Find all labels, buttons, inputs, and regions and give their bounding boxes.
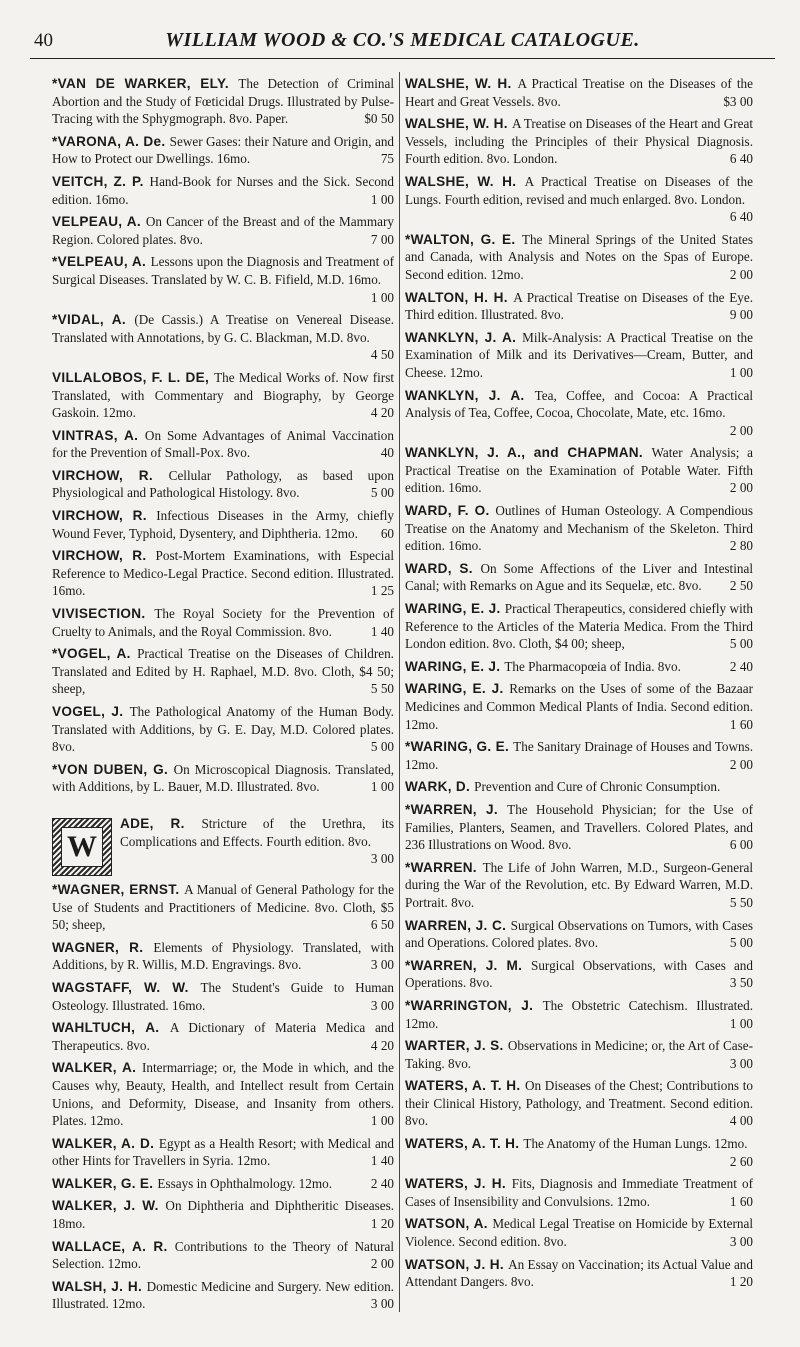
entry-price: 2 00	[729, 422, 753, 438]
right-column	[405, 75, 753, 1296]
entry-author: WALSHE, W. H.	[405, 116, 512, 132]
catalogue-entry	[405, 173, 753, 226]
entry-price: 3 00	[370, 997, 394, 1013]
entry-title: An Essay on Vaccination; its Actual Value and Attendant Dangers. 8vo.	[405, 1256, 753, 1290]
entry-title: On Some Advantages of Animal Vaccination for the Prevention of Small-Pox. 8vo.	[52, 427, 394, 461]
entry-title: Surgical Observations on Tumors, with Cases and Operations. Colored plates. 8vo.	[405, 917, 753, 951]
catalogue-entry	[52, 1059, 394, 1129]
entry-title: Practical Therapeutics, considered chiefly with Reference to the Articles of the Materia Medica. From the Third London edition. 8vo. Cloth, $4 00; sheep,	[405, 601, 753, 652]
entry-price: 2 80	[729, 538, 753, 554]
catalogue-entry	[405, 859, 753, 912]
catalogue-entry	[405, 1256, 753, 1291]
catalogue-entry	[405, 1135, 753, 1170]
entry-title: Remarks on the Uses of some of the Bazaar Medicines and Common Medical Plants of India. Second edition. 12mo.	[405, 681, 753, 732]
entry-title: On Diphtheria and Diphtheritic Diseases. 18mo.	[52, 1198, 395, 1232]
entry-price: 2 00	[370, 1256, 394, 1272]
entry-author: WAHLTUCH, A.	[52, 1020, 170, 1036]
entry-price: 3 00	[729, 1234, 753, 1250]
entry-price: 40	[380, 445, 394, 461]
catalogue-entry	[405, 115, 753, 168]
entry-price: 1 60	[729, 1193, 753, 1209]
entry-price: 6 40	[729, 151, 753, 167]
entry-title: Sewer Gases: their Nature and Origin, and How to Protect our Dwellings. 16mo.	[52, 133, 395, 167]
catalogue-entry	[405, 1215, 753, 1250]
entry-price: 3 50	[729, 975, 753, 991]
catalogue-entry	[405, 957, 753, 992]
entry-author: *WARREN.	[405, 859, 483, 875]
entry-price: 1 60	[729, 716, 753, 732]
catalogue-entry	[52, 815, 394, 876]
catalogue-entry	[52, 427, 394, 462]
entry-price: 1 00	[370, 289, 394, 305]
entry-title: Infectious Diseases in the Army, chiefly Wound Fever, Typhoid, Dysentery, and Diphtheria. 12mo.	[52, 508, 394, 541]
entry-price: 4 20	[370, 1037, 394, 1053]
entry-author: WALKER, J. W.	[52, 1198, 166, 1214]
entry-author: WARREN, J. C.	[405, 917, 511, 933]
entry-price: 2 00	[729, 266, 753, 282]
catalogue-entry	[405, 1077, 753, 1130]
entry-author: WARING, E. J.	[405, 658, 505, 674]
entry-author: *VOGEL, A.	[52, 646, 138, 662]
entry-author: WALKER, A. D.	[52, 1135, 159, 1151]
catalogue-entry	[405, 387, 753, 440]
catalogue-entry	[52, 253, 394, 306]
entry-title: Lessons upon the Diagnosis and Treatment of Surgical Diseases. Translated by W. C. B. Fifield, M.D. 16mo.	[52, 254, 394, 287]
entry-author: *WALTON, G. E.	[405, 231, 522, 247]
entry-author: WATERS, A. T. H.	[405, 1136, 524, 1152]
catalogue-entry	[405, 560, 753, 595]
entry-title: A Dictionary of Materia Medica and Therapeutics. 8vo.	[52, 1020, 394, 1053]
entry-price: 5 50	[370, 681, 394, 697]
entry-price: 2 60	[729, 1153, 753, 1169]
catalogue-entry	[52, 939, 394, 974]
entry-price: 1 40	[370, 1153, 394, 1169]
catalogue-entry	[405, 289, 753, 324]
entry-author: WALLACE, A. R.	[52, 1238, 175, 1254]
entry-author: VIRCHOW, R.	[52, 467, 169, 483]
entry-author: WALSH, J. H.	[52, 1278, 147, 1294]
entry-price: 9 00	[729, 307, 753, 323]
entry-title: A Practical Treatise on Diseases of the Lungs. Fourth edition, revised and much enlarged. 8vo. London.	[405, 173, 753, 207]
catalogue-entry	[405, 329, 753, 382]
entry-title: Cellular Pathology, as based upon Physiological and Pathological Histology. 8vo.	[52, 467, 394, 501]
entry-author: *VAN DE WARKER, ELY.	[52, 76, 239, 91]
page-header	[30, 28, 775, 59]
entry-title: On Cancer of the Breast and of the Mammary Region. Colored plates. 8vo.	[52, 214, 394, 247]
catalogue-title: WILLIAM WOOD & CO.'S MEDICAL CATALOGUE.	[165, 29, 640, 51]
entry-author: *WARREN, J. M.	[405, 957, 531, 973]
entry-title: Surgical Observations, with Cases and Operations. 8vo.	[405, 957, 753, 991]
catalogue-entry	[405, 75, 753, 110]
entry-author: VIRCHOW, R.	[52, 548, 156, 564]
entry-price: 5 00	[729, 935, 753, 951]
entry-author: VINTRAS, A.	[52, 427, 145, 443]
entry-price: 1 20	[729, 1274, 753, 1290]
entry-title: Hand-Book for Nurses and the Sick. Second edition. 16mo.	[52, 173, 394, 207]
entry-price: 1 00	[370, 779, 394, 795]
entry-title: The Anatomy of the Human Lungs. 12mo.	[523, 1136, 748, 1152]
entry-title: Prevention and Cure of Chronic Consumption.	[474, 779, 721, 795]
entry-author: WARK, D.	[405, 779, 475, 795]
catalogue-entry	[52, 467, 394, 502]
entry-author: WAGNER, R.	[52, 939, 154, 955]
entry-title: Milk-Analysis: A Practical Treatise on the Examination of Milk and its Derivatives—Cream, Butter, and Cheese. 12mo.	[405, 329, 753, 380]
entry-author: *VIDAL, A.	[52, 312, 135, 328]
entry-price: 4 20	[370, 405, 394, 421]
catalogue-entry	[52, 703, 394, 756]
entry-author: WALKER, A.	[52, 1060, 143, 1076]
catalogue-entry	[52, 133, 394, 168]
entry-price: 5 50	[729, 894, 753, 910]
entry-title: Domestic Medicine and Surgery. New edition. Illustrated. 12mo.	[52, 1278, 394, 1312]
catalogue-entry	[405, 600, 753, 653]
entry-price: 2 00	[729, 480, 753, 496]
entry-author: *WARRINGTON, J.	[405, 997, 543, 1013]
entry-author: WARING, E. J.	[405, 601, 505, 617]
entry-price: 1 20	[370, 1216, 394, 1232]
entry-title: On Some Affections of the Liver and Intestinal Canal; with Remarks on Ague and its Sequelæ, etc. 8vo.	[405, 560, 753, 594]
left-column	[52, 75, 394, 1318]
entry-title: The Mineral Springs of the United States and Canada, with Analysis and Notes on the Spas of Europe. Second edition. 12mo.	[405, 231, 754, 282]
entry-title: Water Analysis; a Practical Treatise on the Examination of Potable Water. Fifth edition. 16mo.	[405, 445, 753, 496]
entry-title: On Diseases of the Chest; Contributions to their Clinical History, Pathology, and Treatment. Second edition. 8vo.	[405, 1078, 754, 1129]
entry-price: 6 50	[370, 917, 394, 933]
catalogue-entry	[52, 1135, 394, 1170]
entry-price: 4 50	[370, 347, 394, 363]
entry-author: VEITCH, Z. P.	[52, 173, 150, 189]
entry-title: (De Cassis.) A Treatise on Venereal Disease. Translated with Annotations, by G. C. Blackman, M.D. 8vo.	[52, 312, 394, 345]
entry-author: WANKLYN, J. A.	[405, 387, 535, 403]
entry-author: *WAGNER, ERNST.	[52, 881, 185, 897]
entry-title: Elements of Physiology. Translated, with Additions, by R. Willis, M.D. Engravings. 8vo.	[52, 939, 394, 973]
entry-author: VIVISECTION.	[52, 606, 155, 622]
entry-title: Fits, Diagnosis and Immediate Treatment of Cases of Insensibility and Convulsions. 12mo.	[405, 1176, 753, 1209]
catalogue-entry	[52, 547, 394, 600]
entry-title: Post-Mortem Examinations, with Especial Reference to Medico-Legal Practice. Second edition. Illustrated. 16mo.	[52, 548, 394, 599]
entry-title: A Manual of General Pathology for the Use of Students and Practitioners of Medicine. 8vo. Cloth, $5 50; sheep,	[52, 881, 394, 933]
catalogue-entry	[52, 311, 394, 364]
entry-title: A Practical Treatise on the Diseases of the Heart and Great Vessels. 8vo.	[405, 76, 753, 109]
column-divider	[399, 72, 400, 1312]
catalogue-entry	[405, 778, 753, 796]
entry-author: VELPEAU, A.	[52, 214, 146, 230]
catalogue-entry	[52, 1278, 394, 1313]
entry-author: WALKER, G. E.	[52, 1175, 158, 1191]
entry-price: $0 50	[364, 111, 394, 127]
catalogue-entry	[52, 979, 394, 1014]
entry-price: 2 40	[370, 1175, 394, 1191]
entry-author: WAGSTAFF, W. W.	[52, 979, 201, 995]
catalogue-entry	[52, 1019, 394, 1054]
entry-price: 1 00	[370, 1113, 394, 1129]
entry-title: Observations in Medicine; or, the Art of Case-Taking. 8vo.	[405, 1038, 753, 1071]
entry-author: *VELPEAU, A.	[52, 254, 151, 270]
entry-title: The Sanitary Drainage of Houses and Towns. 12mo.	[405, 739, 753, 772]
catalogue-entry	[52, 761, 394, 796]
catalogue-entry	[405, 231, 753, 284]
entry-author: VIRCHOW, R.	[52, 508, 157, 524]
entry-price: 5 00	[729, 636, 753, 652]
entry-title: On Microscopical Diagnosis. Translated, with Additions, by L. Bauer, M.D. Illustrated. 8vo.	[52, 761, 394, 795]
entry-author: WARING, E. J.	[405, 681, 510, 697]
catalogue-entry	[405, 502, 753, 555]
drop-cap-letter: W	[61, 827, 103, 867]
catalogue-entry	[405, 917, 753, 952]
catalogue-entry	[52, 75, 394, 128]
catalogue-entry	[52, 1197, 394, 1232]
catalogue-entry	[405, 680, 753, 733]
entry-price: 6 40	[729, 209, 753, 225]
entry-price: $3 00	[723, 93, 753, 109]
entry-author: WALSHE, W. H.	[405, 173, 525, 189]
entry-title: The Household Physician; for the Use of Families, Planters, Seamen, and Travellers. Colored Plates, and 236 Illustrations on Wood. 8vo.	[405, 801, 753, 853]
entry-title: Contributions to the Theory of Natural Selection. 12mo.	[52, 1238, 395, 1272]
entry-author: WATERS, J. H.	[405, 1176, 512, 1192]
entry-title: The Royal Society for the Prevention of Cruelty to Animals, and the Royal Commission. 8vo.	[52, 606, 394, 639]
entry-author: VILLALOBOS, F. L. DE,	[52, 369, 215, 385]
entry-price: 5 00	[370, 739, 394, 755]
catalogue-entry	[405, 738, 753, 773]
entry-title: A Practical Treatise on Diseases of the Eye. Third edition. Illustrated. 8vo.	[405, 289, 753, 323]
entry-title: The Obstetric Catechism. Illustrated. 12mo.	[405, 997, 753, 1031]
entry-price: 1 00	[729, 1015, 753, 1031]
entry-author: WANKLYN, J. A.	[405, 329, 523, 345]
catalogue-entry	[405, 658, 753, 676]
catalogue-entry	[52, 1175, 394, 1193]
entry-price: 1 00	[729, 364, 753, 380]
entry-author: WALSHE, W. H.	[405, 76, 518, 91]
entry-title: The Life of John Warren, M.D., Surgeon-General during the War of the Revolution, etc. By Edward Warren, M.D. Portrait. 8vo.	[405, 859, 753, 910]
entry-author: WATSON, J. H.	[405, 1256, 509, 1272]
catalogue-entry	[52, 1238, 394, 1273]
entry-title: The Pharmacopœia of India. 8vo.	[504, 658, 681, 674]
entry-title: Intermarriage; or, the Mode in which, and the Causes why, Beauty, Health, and Intellect result from Certain Unions, and Deformity, Disease, and Insanity from others. Plates. 12mo.	[52, 1060, 395, 1129]
entry-author: WARD, S.	[405, 560, 481, 576]
entry-price: 3 00	[370, 957, 394, 973]
entry-author: ADE, R.	[120, 815, 202, 831]
entry-price: 60	[380, 525, 394, 541]
catalogue-entry	[52, 881, 394, 934]
drop-cap-initial	[52, 818, 112, 876]
entry-title: The Pathological Anatomy of the Human Body. Translated with Additions, by G. E. Day, M.D. Colored plates. 8vo.	[52, 704, 394, 755]
catalogue-entry	[405, 444, 753, 497]
entry-price: 5 00	[370, 485, 394, 501]
entry-price: 4 00	[729, 1113, 753, 1129]
entry-author: *VARONA, A. De.	[52, 133, 170, 149]
entry-price: 7 00	[370, 231, 394, 247]
entry-price: 3 00	[729, 1055, 753, 1071]
entry-title: Practical Treatise on the Diseases of Children. Translated and Edited by H. Raphael, M.D. 8vo. Cloth, $4 50; sheep,	[52, 646, 394, 697]
entry-title: Stricture of the Urethra, its Complications and Effects. Fourth edition. 8vo.	[120, 815, 394, 849]
entry-title: The Detection of Criminal Abortion and the Study of Fœticidal Drugs. Illustrated by Pulse-Tracing with the Sphygmograph. 8vo. Paper.	[52, 76, 394, 127]
entry-title: Medical Legal Treatise on Homicide by External Violence. Second edition. 8vo.	[405, 1216, 753, 1250]
entry-author: WARTER, J. S.	[405, 1038, 508, 1054]
entry-price: 2 00	[729, 756, 753, 772]
catalogue-entry	[52, 173, 394, 208]
catalogue-entry	[52, 605, 394, 640]
catalogue-entry	[405, 1037, 753, 1072]
entry-title: Outlines of Human Osteology. A Compendious Treatise on the Anatomy and Mechanism of the Skeleton. Third edition. 16mo.	[405, 503, 753, 554]
entry-price: 2 40	[729, 658, 753, 674]
entry-author: *WARING, G. E.	[405, 739, 514, 755]
catalogue-entry	[405, 801, 753, 854]
catalogue-entry	[52, 507, 394, 542]
catalogue-entry	[405, 1175, 753, 1210]
entry-title: The Student's Guide to Human Osteology. Illustrated. 16mo.	[52, 979, 394, 1013]
entry-price: 3 00	[370, 1296, 394, 1312]
entry-author: WATERS, A. T. H.	[405, 1078, 525, 1094]
entry-price: 2 50	[729, 578, 753, 594]
catalogue-entry	[52, 213, 394, 248]
entry-author: WARD, F. O.	[405, 503, 496, 519]
entry-author: *VON DUBEN, G.	[52, 761, 174, 777]
entry-author: WALTON, H. H.	[405, 289, 514, 305]
catalogue-entry	[405, 997, 753, 1032]
entry-price: 75	[380, 151, 394, 167]
entry-author: *WARREN, J.	[405, 801, 508, 817]
entry-price: 1 00	[370, 191, 394, 207]
entry-price: 6 00	[729, 837, 753, 853]
entry-author: WANKLYN, J. A., and CHAPMAN.	[405, 445, 652, 461]
entry-title: Tea, Coffee, and Cocoa: A Practical Analysis of Tea, Coffee, Cocoa, Chocolate, Mate, etc. 16mo.	[405, 387, 753, 421]
entry-price: 1 25	[370, 583, 394, 599]
entry-title: Egypt as a Health Resort; with Medical and other Hints for Travellers in Syria. 12mo.	[52, 1135, 394, 1169]
catalogue-entry	[52, 369, 394, 422]
entry-author: VOGEL, J.	[52, 704, 130, 719]
entry-author: WATSON, A.	[405, 1216, 493, 1232]
entry-title: A Treatise on Diseases of the Heart and Great Vessels, including the Principles of their Physical Diagnosis. Fourth edition. 8vo. London.	[405, 116, 753, 167]
catalogue-entry	[52, 645, 394, 698]
page-number: 40	[34, 30, 53, 51]
entry-price: 3 00	[370, 851, 394, 867]
entry-price: 1 40	[370, 623, 394, 639]
entry-title: Essays in Ophthalmology. 12mo.	[157, 1175, 333, 1191]
entry-title: The Medical Works of. Now first Translated, with Commentary and Biography, by George Gaskoin. 12mo.	[52, 369, 394, 421]
